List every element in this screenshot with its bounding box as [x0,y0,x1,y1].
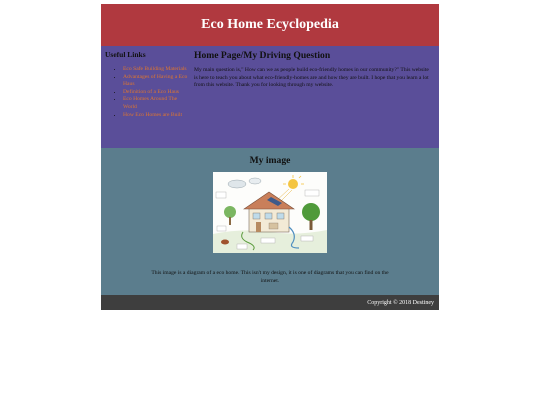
link-eco-homes-around-world[interactable]: Eco Homes Around The World [123,96,178,110]
sidebar-link-item [123,89,189,97]
main-heading: Home Page/My Driving Question [194,50,331,61]
eco-home-diagram-illustration [213,172,327,253]
image-section [101,148,439,295]
image-caption: This image is a diagram of a eco home. This isn't my design, it is one of diagrams that you can find on the internet. [151,270,389,284]
page-container [101,4,439,310]
site-header [101,4,439,46]
main-paragraph: My main question is," How can we as people build eco-friendly homes in our community?" This website is here to teach you about what eco-friendly-homes are and how they are built. I hope that you learn a lot from this website. Thank you for looking through my website. [194,67,429,89]
sidebar-link-item [123,74,189,89]
sidebar-link-item [123,96,189,111]
image-section-heading: My image [249,155,291,166]
link-definition-eco-haus[interactable]: Definition of a Eco Haus [123,88,179,95]
sidebar-heading: Useful Links [105,50,146,59]
main-content [189,46,439,148]
sidebar-link-item [123,112,189,120]
link-advantages-eco-haus[interactable]: Advantages of Having a Eco Haus [123,73,188,88]
sidebar-link-item [123,66,189,74]
link-eco-safe-building-materials[interactable]: Eco Safe Building Materials [123,66,187,72]
sidebar-links [105,66,189,119]
link-how-eco-homes-built[interactable]: How Eco Homes are Built [123,111,183,118]
eco-home-diagram [213,172,327,253]
site-footer [101,295,439,310]
copyright-text: Copyright © 2018 Destiney [367,299,434,306]
sidebar [101,46,189,148]
top-content-band [101,46,439,148]
site-title: Eco Home Ecyclopedia [201,17,339,32]
